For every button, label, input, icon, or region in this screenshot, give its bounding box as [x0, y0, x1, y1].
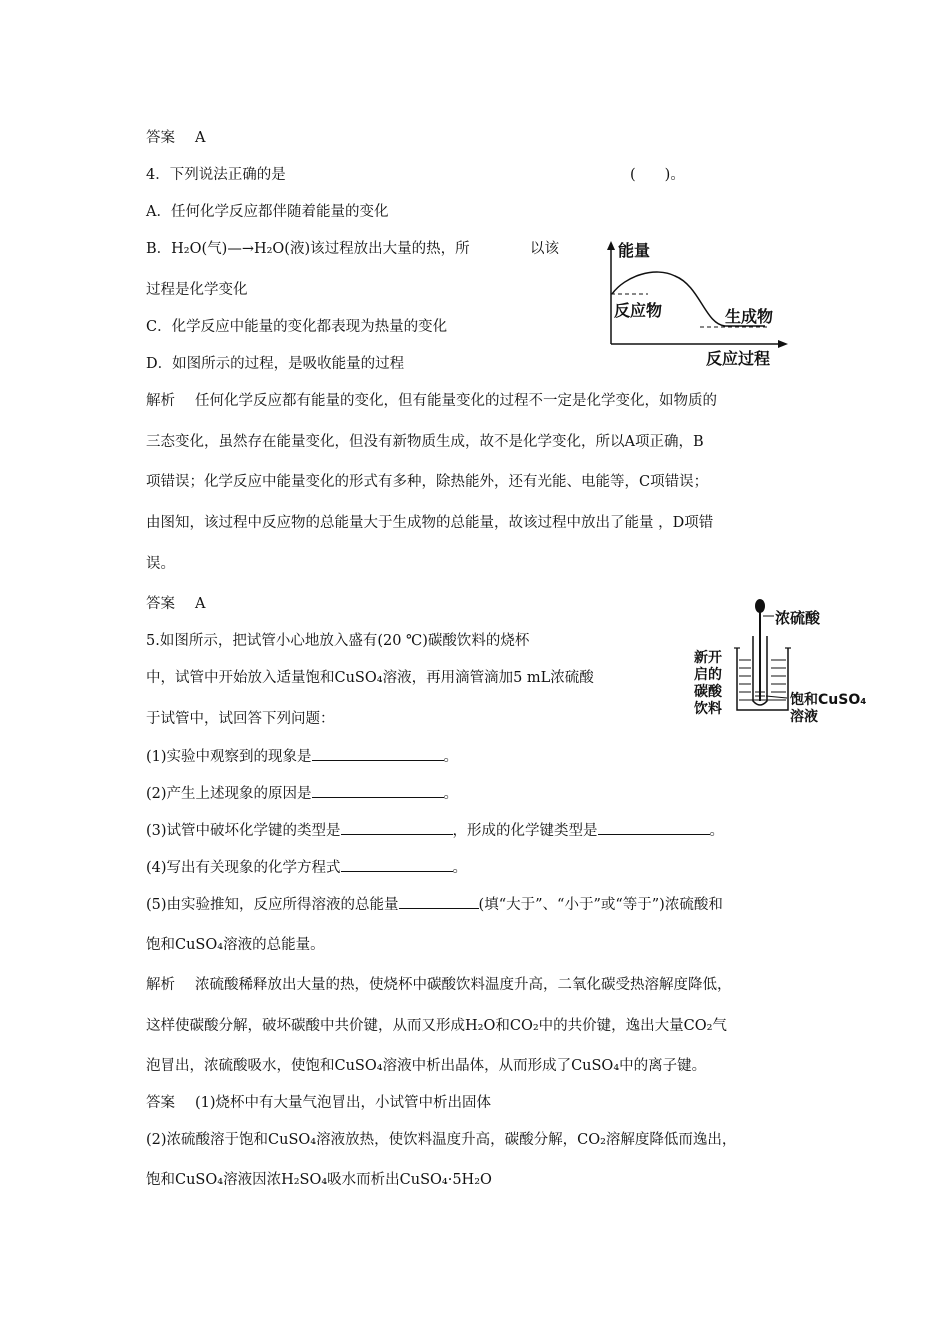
- part-text: (5)由实验推知，反应所得溶液的总能量: [146, 897, 399, 913]
- drink-label-2: 启的: [694, 667, 722, 683]
- cuso4-label-2: 溶液: [790, 709, 818, 725]
- q4-analysis-line-3: 项错误；化学反应中能量变化的形式有多种，除热能外，还有光能、电能等，C项错误；: [146, 474, 709, 490]
- part-text-b: ，形成的化学键类型是: [452, 823, 598, 839]
- answer-blank[interactable]: [341, 857, 453, 872]
- drink-label-1: 新开: [694, 650, 722, 666]
- q4-analysis-line-1: [146, 391, 717, 411]
- q5-part-3: [146, 820, 724, 841]
- q3-answer: [146, 128, 205, 148]
- q5-answer-line-2: (2)浓硫酸溶于饱和CuSO₄溶液放热，使饮料温度升高，碳酸分解，CO₂溶解度降低而逸出，: [146, 1132, 737, 1148]
- drink-liquid: [739, 660, 786, 700]
- apparatus-diagram: [690, 596, 890, 726]
- y-axis-arrow: [607, 241, 615, 250]
- cuso4-pointer: [766, 696, 787, 698]
- q5-stem-2: 中，试管中开始放入适量饱和CuSO₄溶液，再用滴管滴加5 mL浓硫酸: [146, 670, 594, 686]
- q5-analysis-line-3: 泡冒出，浓硫酸吸水，使饱和CuSO₄溶液中析出晶体，从而形成了CuSO₄中的离子键。: [146, 1058, 707, 1074]
- q4-stem-text: 4．下列说法正确的是: [146, 167, 286, 183]
- q4-option-b-tail: 以该: [530, 241, 559, 257]
- part-text-b: (填“大于”、“小于”或“等于”)浓硫酸和: [478, 897, 723, 913]
- energy-diagram: [600, 236, 800, 366]
- q5-analysis-line-2: 这样使碳酸分解，破坏碳酸中共价键，从而又形成H₂O和CO₂中的共价键，逸出大量CO₂气: [146, 1018, 727, 1034]
- answer-blank[interactable]: [399, 894, 479, 909]
- cuso4-label-1: 饱和CuSO₄: [790, 692, 867, 708]
- answer-value: A: [195, 130, 206, 146]
- answer-blank[interactable]: [312, 783, 444, 798]
- analysis-label: 解析: [146, 393, 175, 409]
- q4-option-c: C．化学反应中能量的变化都表现为热量的变化: [146, 319, 448, 335]
- x-axis-arrow: [778, 340, 788, 348]
- q4-analysis-line-2: 三态变化，虽然存在能量变化，但没有新物质生成，故不是化学变化，所以A项正确，B: [146, 434, 704, 450]
- q5-answer-line-3: 饱和CuSO₄溶液因浓H₂SO₄吸水而析出CuSO₄·5H₂O: [146, 1172, 492, 1188]
- answer-label: 答案: [146, 1095, 175, 1111]
- q4-option-a: A．任何化学反应都伴随着能量的变化: [146, 204, 389, 220]
- part-text: (4)写出有关现象的化学方程式: [146, 860, 341, 876]
- reactant-label: 反应物: [614, 301, 663, 320]
- q4-option-d: D．如图所示的过程，是吸收能量的过程: [146, 356, 405, 372]
- part-text: (1)实验中观察到的现象是: [146, 749, 312, 765]
- answer-text: (1)烧杯中有大量气泡冒出，小试管中析出固体: [195, 1095, 492, 1111]
- answer-label: 答案: [146, 596, 175, 612]
- drink-label-3: 碳酸: [694, 684, 722, 700]
- y-axis-label: 能量: [618, 241, 651, 260]
- q5-part-4: [146, 857, 467, 878]
- q5-stem-3: 于试管中，试回答下列问题：: [146, 711, 335, 727]
- q5-answer-line-1: [146, 1093, 491, 1113]
- q4-answer: [146, 594, 205, 614]
- q4-option-b-cont: 过程是化学变化: [146, 282, 248, 298]
- analysis-text: 任何化学反应都有能量的变化，但有能量变化的过程不一定是化学变化，如物质的: [195, 393, 717, 409]
- answer-value: A: [195, 596, 206, 612]
- answer-blank[interactable]: [312, 746, 444, 761]
- period: 。: [452, 860, 468, 876]
- q5-part-1: [146, 746, 458, 767]
- q4-paren: ( )。: [630, 167, 685, 183]
- q5-part-5: [146, 894, 723, 915]
- q4-stem: [146, 165, 286, 185]
- q5-part-5-cont: 饱和CuSO₄溶液的总能量。: [146, 937, 325, 953]
- dropper-bulb: [755, 599, 765, 613]
- acid-label: 浓硫酸: [775, 609, 821, 627]
- product-label: 生成物: [725, 307, 774, 326]
- q4-analysis-line-5: 误。: [146, 556, 175, 572]
- part-text: (2)产生上述现象的原因是: [146, 786, 312, 802]
- q4-analysis-line-4: 由图知，该过程中反应物的总能量大于生成物的总能量，故该过程中放出了能量 ，D项错: [146, 515, 714, 531]
- q5-stem-1: 5.如图所示，把试管小心地放入盛有(20 ℃)碳酸饮料的烧杯: [146, 633, 530, 649]
- q5-analysis-line-1: [146, 975, 732, 995]
- beaker: [737, 648, 788, 710]
- answer-blank[interactable]: [341, 820, 453, 835]
- answer-blank[interactable]: [598, 820, 710, 835]
- analysis-label: 解析: [146, 977, 175, 993]
- period: 。: [443, 749, 459, 765]
- analysis-text: 浓硫酸稀释放出大量的热，使烧杯中碳酸饮料温度升高，二氧化碳受热溶解度降低，: [195, 977, 732, 993]
- part-text: (3)试管中破坏化学键的类型是: [146, 823, 341, 839]
- answer-label: 答案: [146, 130, 175, 146]
- period: 。: [709, 823, 725, 839]
- q4-option-b: B．H₂O(气)—→H₂O(液)该过程放出大量的热，所: [146, 241, 470, 257]
- period: 。: [443, 786, 459, 802]
- x-axis-label: 反应过程: [706, 349, 771, 366]
- drink-label-4: 饮料: [694, 701, 722, 717]
- q5-part-2: [146, 783, 458, 804]
